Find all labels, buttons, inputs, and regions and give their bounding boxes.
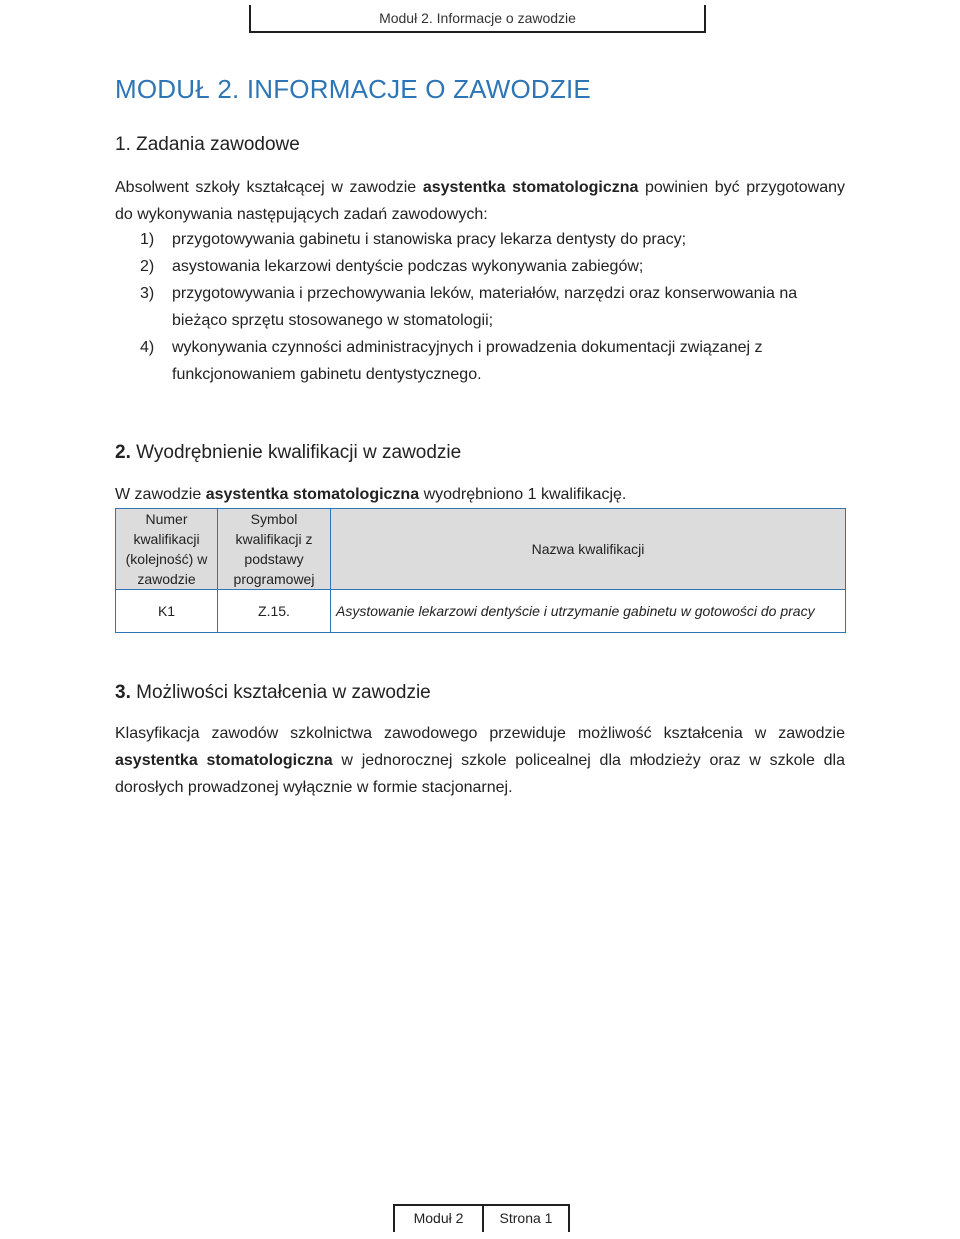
qualification-name: Asystowanie lekarzowi dentyście i utrzymanie gabinetu w gotowości do pracy [331, 590, 846, 633]
qualification-table [115, 508, 846, 633]
task-text: przygotowywania gabinetu i stanowiska pracy lekarza dentysty do pracy; [172, 231, 687, 248]
task-item [115, 280, 845, 334]
section-3-text [115, 720, 845, 801]
task-list [115, 226, 845, 388]
page-header [249, 5, 706, 33]
page-footer [393, 1204, 570, 1232]
section-3-number: 3. [115, 682, 131, 703]
qualification-symbol: Z.15. [218, 590, 331, 633]
section-3-title [115, 682, 431, 704]
intro-profession: asystentka stomatologiczna [422, 179, 639, 196]
s3-text-1: Klasyfikacja zawodów szkolnictwa zawodowego przewiduje możliwość kształcenia w zawodzie [115, 725, 845, 742]
footer-divider-right [568, 1204, 570, 1232]
intro-text-1: Absolwent szkoły kształcącej w zawodzie [115, 179, 417, 196]
s3-profession: asystentka stomatologiczna [115, 752, 333, 769]
section-1-intro [115, 174, 845, 228]
table-header-row [116, 509, 846, 590]
task-number: 2) [140, 258, 155, 275]
line-text-2: wyodrębniono 1 kwalifikację. [423, 486, 627, 503]
qualification-number: K1 [116, 590, 218, 633]
task-number: 4) [140, 339, 155, 356]
task-text: przygotowywania i przechowywania leków, materiałów, narzędzi oraz konserwowania na bieżąco sprzętu stosowanego w stomatologii; [172, 285, 798, 329]
section-1-title: 1. Zadania zawodowe [115, 134, 300, 155]
task-item [115, 334, 845, 388]
section-2-number: 2. [115, 442, 131, 463]
task-number: 1) [140, 231, 155, 248]
footer-page-number: Strona 1 [499, 1210, 553, 1226]
header-symbol: Symbol kwalifikacji z podstawy programowej [218, 509, 331, 590]
table-row [116, 590, 846, 633]
intro-text-2: powinien być przygotowany do wykonywania następujących zadań zawodowych: [115, 179, 845, 223]
header-title: Moduł 2. Informacje o zawodzie [379, 10, 576, 26]
footer-module: Moduł 2 [413, 1210, 464, 1226]
s3-text-2: w jednorocznej szkole policealnej dla młodzieży oraz w szkole dla dorosłych prowadzonej wyłącznie w formie stacjonarnej. [115, 752, 846, 796]
task-item [115, 226, 845, 253]
line-text-1: W zawodzie [115, 486, 202, 503]
header-name: Nazwa kwalifikacji [331, 509, 846, 590]
section-2-heading: Wyodrębnienie kwalifikacji w zawodzie [136, 442, 462, 463]
task-text: asystowania lekarzowi dentyście podczas wykonywania zabiegów; [172, 258, 644, 275]
task-item [115, 253, 845, 280]
task-number: 3) [140, 285, 155, 302]
header-number: Numer kwalifikacji (kolejność) w zawodzie [116, 509, 218, 590]
section-2-title [115, 442, 461, 464]
section-3-heading: Możliwości kształcenia w zawodzie [136, 682, 431, 703]
task-text: wykonywania czynności administracyjnych i prowadzenia dokumentacji związanej z funkcjonowaniem gabinetu dentystycznego. [172, 339, 763, 383]
header-rule [249, 31, 706, 33]
module-title: MODUŁ 2. INFORMACJE O ZAWODZIE [115, 74, 591, 104]
section-2-line [115, 481, 845, 508]
line-profession: asystentka stomatologiczna [205, 486, 420, 503]
